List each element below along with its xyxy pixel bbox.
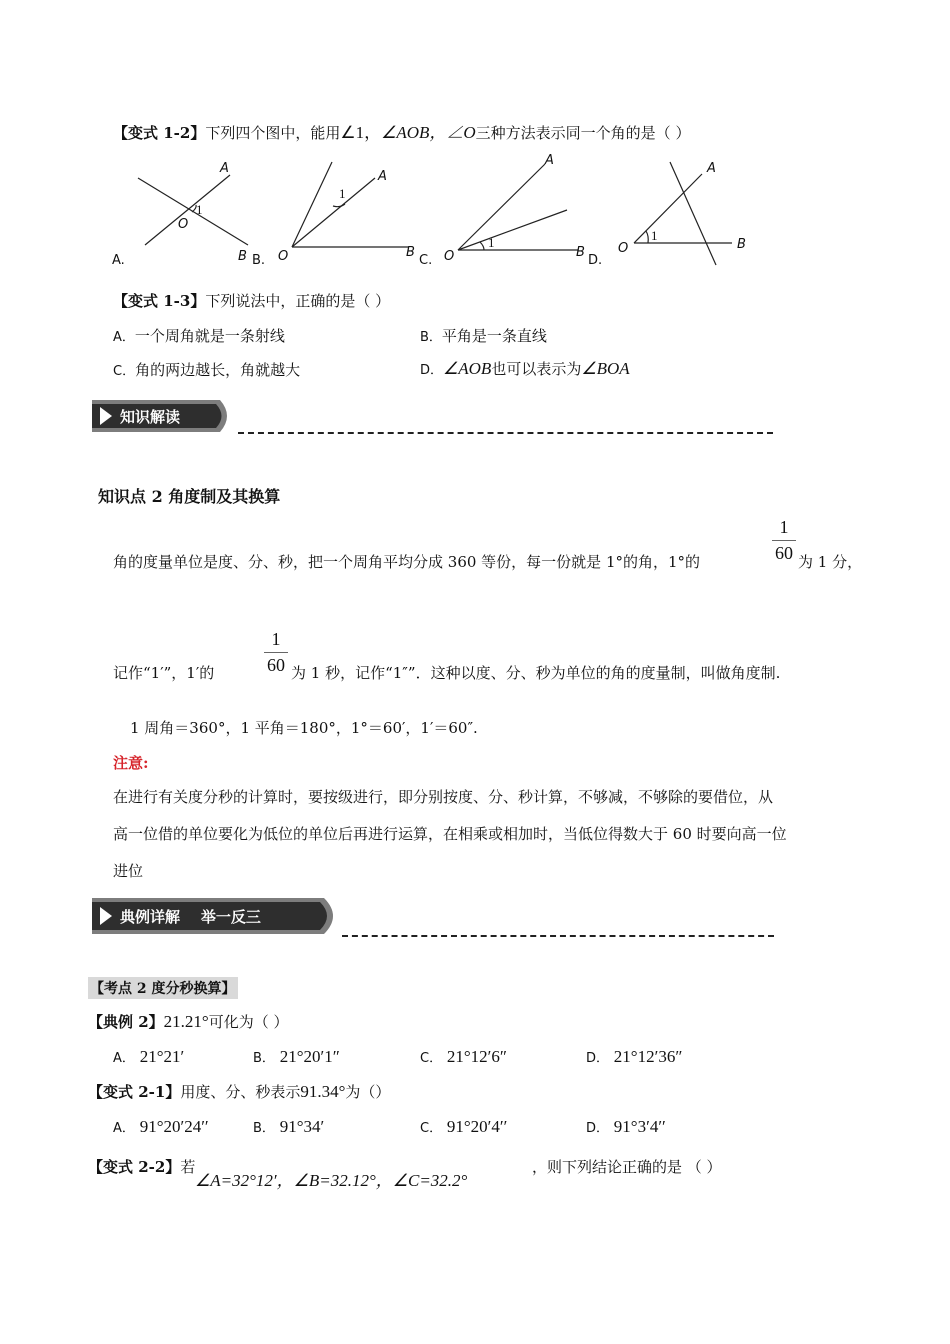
fig-a-line-oa [145,175,230,245]
ex2-option-c[interactable] [420,1047,507,1067]
question-text: 下列四个图中，能用 [205,124,341,142]
option-label: C． [420,1051,443,1066]
option-text: 平角是一条直线 [441,327,547,345]
option-value: 91°3′4′′ [613,1117,666,1136]
fig-c-ray-mid [458,210,567,250]
question-text: 用度、分、秒表示 [180,1083,301,1101]
option-value: 21°12′6″ [446,1047,507,1066]
fig-option-b[interactable]: B. [252,253,266,268]
question-1-3 [113,290,390,311]
option-label: B． [253,1121,275,1136]
fig-a-label-o: O [178,217,189,232]
option-value: 91°20′4′′ [446,1117,508,1136]
fig-b-ray-oa [292,178,375,247]
question-text: 若 [180,1158,196,1176]
fraction-1-60-b [264,629,288,676]
section-title: 知识点 2 角度制及其换算 [98,487,281,506]
option-value: 91°20′24′′ [139,1117,209,1136]
fig-a-label-a: A [220,161,229,176]
option-value: 21°20′1″ [279,1047,340,1066]
paragraph-1-end: 为 1 分， [798,553,863,571]
v21-option-b[interactable] [253,1117,324,1137]
fig-c-label-a: A [545,153,554,168]
option-1-3-b[interactable] [420,325,547,346]
option-label: A． [113,1051,135,1066]
question-text-end: 为（） [345,1083,391,1101]
question-value: 91.34° [300,1082,346,1101]
option-label: A． [113,1121,135,1136]
question-2-1 [88,1081,390,1102]
option-label: C． [420,1121,443,1136]
fig-c-label-b: B [576,245,585,260]
option-text: 一个周角就是一条射线 [134,327,285,345]
angle-o: ∠O [446,123,476,142]
question-tag: 【变式 1-3】 [113,292,206,310]
option-text: 也可以表示为 [491,360,582,378]
fig-d-arc [646,231,648,243]
option-1-3-a[interactable] [113,325,285,346]
fig-b-label-a: A [378,169,387,184]
note-label: 注意: [113,754,149,772]
option-value: 21°21′ [139,1047,185,1066]
fig-option-c[interactable]: C. [419,253,433,268]
option-label: D． [586,1121,610,1136]
fig-c-label-o: O [444,249,455,264]
question-text-end: 三种方法表示同一个角的是（ ） [475,124,691,142]
banner-label: 知识解读 [120,408,181,426]
fig-d-crossing-line [670,162,716,265]
angle-aob: ∠AOB， [381,123,447,142]
v21-option-a[interactable] [113,1117,209,1137]
option-label: D． [420,363,444,378]
fig-b-label-1: 1 [339,186,346,201]
option-angle-aob: ∠AOB [443,359,492,378]
angle-figures [100,150,800,275]
fig-d-label-o: O [618,241,629,256]
question-tag: 【变式 2-1】 [88,1083,181,1101]
paragraph-3: 1 周角＝360°，1 平角＝180°，1°＝60′，1′＝60″. [130,719,478,737]
option-1-3-c[interactable] [113,359,300,380]
option-label: D． [586,1051,610,1066]
fig-b-label-b: B [406,245,415,260]
option-label: C． [113,364,136,379]
fig-c-ray-oa [458,164,545,250]
paragraph-2-end: 为 1 秒，记作“1″”．这种以度、分、秒为单位的角的度量制，叫做角度制. [291,664,781,682]
question-text: 下列说法中，正确的是（ ） [205,292,391,310]
question-tag: 【变式 2-2】 [88,1158,181,1176]
fig-option-d[interactable]: D. [588,253,603,268]
question-2-2-end: ，则下列结论正确的是 （ ） [532,1158,722,1176]
ex2-option-b[interactable] [253,1047,340,1067]
fig-a-label-1: 1 [196,202,203,217]
fig-d-label-b: B [737,237,746,252]
note-line-2: 高一位借的单位要化为低位的单位后再进行运算，在相乘或相加时，当低位得数大于 60 时要向高一位 [113,825,787,843]
paragraph-1-text: 角的度量单位是度、分、秒，把一个周角平均分成 360 等份，每一份就是 1°的角，1°的 [113,553,701,571]
banner-knowledge [92,396,242,436]
fig-a-label-b: B [238,249,247,264]
fraction-1-60 [772,517,796,564]
paragraph-1 [113,551,700,572]
example-text: 可化为（ ） [208,1013,289,1031]
dash-divider [238,432,773,434]
option-value: 91°34′ [279,1117,325,1136]
question-tag: 【变式 1-2】 [113,124,206,142]
v21-option-c[interactable] [420,1117,507,1137]
v21-option-d[interactable] [586,1117,666,1137]
fig-option-a[interactable]: A. [112,253,125,268]
kaodian-label: 【考点 2 度分秒换算】 [88,977,238,999]
fraction-numerator: 1 [271,629,281,649]
note-line-3: 进位 [113,862,144,880]
fig-c-label-1: 1 [488,235,495,250]
banner-label: 典例详解 举一反三 [120,908,261,926]
note-line-1: 在进行有关度分秒的计算时，要按级进行，即分别按度、分、秒计算，不够减，不够除的要借位，从 [113,788,774,806]
fraction-denominator: 60 [267,655,285,675]
example-2 [88,1011,289,1032]
fig-b-ray-extra [292,162,332,247]
fig-d-ray-oa [634,174,702,243]
question-2-2 [88,1156,195,1177]
option-text: 角的两边越长，角就越大 [135,361,301,379]
banner-examples [92,894,347,938]
option-label: B． [420,330,442,345]
question-2-2-expr: ∠A=32°12′，∠B=32.12°，∠C=32.2° [195,1171,468,1190]
fraction-denominator: 60 [775,543,793,563]
example-value: 21.21° [163,1012,209,1031]
dash-divider-2 [342,935,774,937]
option-angle-boa: ∠BOA [581,359,630,378]
fraction-numerator: 1 [779,517,789,537]
fig-c-arc [480,242,484,250]
fig-b-label-o: O [278,249,289,264]
option-label: A． [113,330,135,345]
fig-d-label-a: A [707,161,716,176]
option-1-3-d[interactable] [420,358,630,379]
paragraph-2-start: 记作“1′”，1′的 [113,664,215,682]
ex2-option-a[interactable] [113,1047,184,1067]
option-label: B． [253,1051,275,1066]
question-1-2 [113,118,690,143]
fig-d-label-1: 1 [651,228,658,243]
example-tag: 【典例 2】 [88,1013,164,1031]
option-value: 21°12′36″ [613,1047,683,1066]
ex2-option-d[interactable] [586,1047,682,1067]
angle-1: ∠1， [340,123,382,142]
